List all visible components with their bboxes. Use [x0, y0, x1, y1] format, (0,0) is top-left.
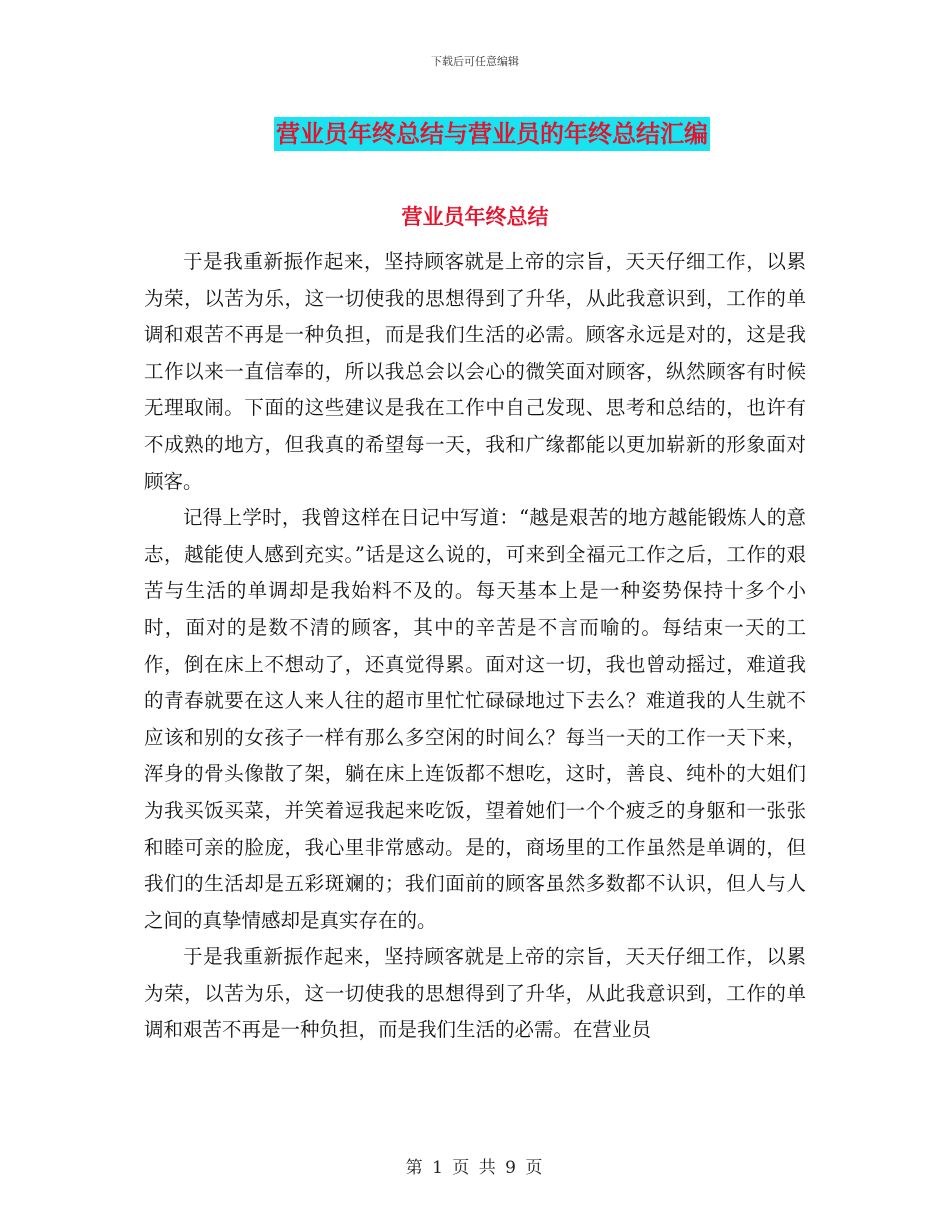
header-note: 下载后可任意编辑 [431, 55, 519, 68]
document-body [144, 244, 806, 1049]
paragraph: 于是我重新振作起来，坚持顾客就是上帝的宗旨，天天仔细工作，以累为荣，以苦为乐，这一切使我的思想得到了升华，从此我意识到，工作的单调和艰苦不再是一种负担，而是我们生活的必需。顾客永远是对的，这是我工作以来一直信奉的，所以我总会以会心的微笑面对顾客，纵然顾客有时候无理取闹。下面的这些建议是我在工作中自己发现、思考和总结的，也许有不成熟的地方，但我真的希望每一天，我和广缘都能以更加崭新的形象面对顾客。 [144, 250, 806, 493]
document-title [0, 112, 950, 151]
paragraph: 于是我重新振作起来，坚持顾客就是上帝的宗旨，天天仔细工作，以累为荣，以苦为乐，这一切使我的思想得到了升华，从此我意识到，工作的单调和艰苦不再是一种负担，而是我们生活的必需。在营业员 [144, 945, 806, 1042]
page-number: 第 1 页 共 9 页 [405, 1158, 545, 1178]
section-title: 营业员年终总结 [401, 204, 549, 229]
paragraph: 记得上学时，我曾这样在日记中写道：“越是艰苦的地方越能锻炼人的意志，越能使人感到充实。”话是这么说的，可来到全福元工作之后，工作的艰苦与生活的单调却是我始料不及的。每天基本上是一种姿势保持十多个小时，面对的是数不清的顾客，其中的辛苦是不言而喻的。每结束一天的工作，倒在床上不想动了，还真觉得累。面对这一切，我也曾动摇过，难道我的青春就要在这人来人往的超市里忙忙碌碌地过下去么？难道我的人生就不应该和别的女孩子一样有那么多空闲的时间么？每当一天的工作一天下来，浑身的骨头像散了架，躺在床上连饭都不想吃，这时，善良、纯朴的大姐们为我买饭买菜，并笑着逗我起来吃饭，望着她们一个个疲乏的身躯和一张张和睦可亲的脸庞，我心里非常感动。是的，商场里的工作虽然是单调的，但我们的生活却是五彩斑斓的；我们面前的顾客虽然多数都不认识，但人与人之间的真挚情感却是真实存在的。 [144, 506, 806, 932]
document-title-text: 营业员年终总结与营业员的年终总结汇编 [274, 117, 710, 151]
